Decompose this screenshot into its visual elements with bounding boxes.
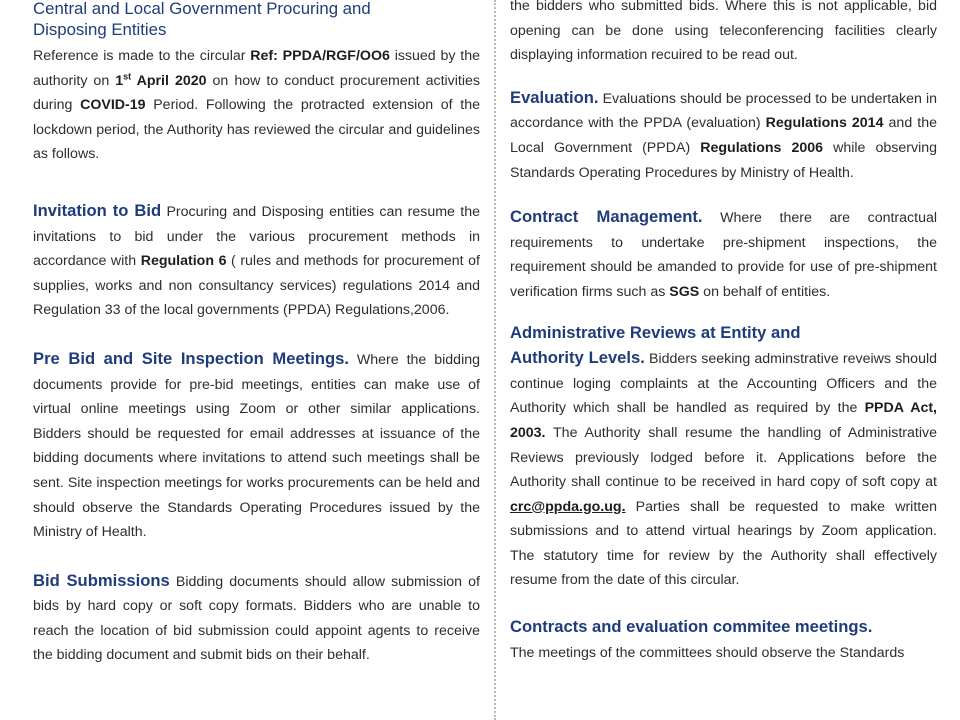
ppda-act: PPDA Act, 2003. [510,400,937,441]
spacer [510,185,937,205]
title-line-1: Central and Local Government Procuring and [33,0,371,18]
circular-reference: Ref: PPDA/RGF/OO6 [250,48,390,64]
admin-text-3: Parties shall be requested to make written submissions and to attend virtual hearings by Zoom application. The statutory time for review by the Authority shall effectively resume from the date of this circular. [510,498,937,589]
evaluation-heading: Evaluation. [510,87,599,107]
spacer [510,68,937,86]
intro-text-4: Period. Following the protracted extension of the lockdown period, the Authority has reviewed the circular and guidelines as follows. [33,97,480,163]
prebid-text: Where the bidding documents provide for pre-bid meetings, entities can make use of virtual online meetings using Zoom or other similar applications. Bidders should be requested for email addresses at issuance of the bidding documents where invitations to attend such meetings shall be sent. Site inspection meetings for works procurements can be held and should observe the Standards Operating Procedures issued by the Ministry of Health. [33,351,480,541]
right-column [510,0,937,720]
committee-heading: Contracts and evaluation commitee meetings. [510,617,873,637]
committee-section [510,615,937,665]
spacer [33,191,480,199]
intro-text-2: issued by the authority on [33,48,480,89]
intro-text-3: on how to conduct procurement activities during [33,72,480,114]
evaluation-text-1: Evaluations should be processed to be undertaken in accordance with the PPDA (evaluation) [510,90,937,132]
invitation-section [33,199,480,323]
evaluation-text-2: and the Local Government (PPDA) [510,115,937,156]
submissions-section [33,569,480,668]
invitation-text-1: Procuring and Disposing entities can resume the invitations to bid under the various procurement methods in accordance with [33,203,480,270]
committee-text: The meetings of the committees should observe the Standards [510,644,905,661]
sgs-term: SGS [669,283,700,300]
contract-text-2: on behalf of entities. [699,283,831,300]
evaluation-section [510,86,937,185]
date-day: 1 [115,72,124,89]
regulations-2006: Regulations 2006 [700,139,824,156]
spacer [33,323,480,347]
spacer [510,593,937,615]
submissions-heading: Bid Submissions [33,570,170,590]
date-rest: April 2020 [131,72,207,89]
column-divider [494,0,498,720]
admin-text-2: The Authority shall resume the handling of Administrative Reviews previously lodged before it. Applications before the Authority shall continue to be received in hard copy of soft copy at [510,424,937,491]
bid-opening-continuation: the bidders who submitted bids. Where this is not applicable, bid opening can be done using teleconferencing facilities clearly displaying information recuired to be read out. [510,0,937,64]
circular-date [115,70,207,89]
covid-term: COVID-19 [80,97,146,114]
regulations-2014: Regulations 2014 [765,115,884,132]
intro-text-1: Reference is made to the circular [33,48,251,64]
submissions-text: Bidding documents should allow submission of bids by hard copy or soft copy formats. Bidders who are unable to reach the location of bid submission could appoint agents to receive the bidding document and submit bids on their behalf. [33,573,480,664]
title-line-2: Disposing Entities [33,20,167,39]
date-suffix: st [123,70,132,81]
admin-heading-line-1: Administrative Reviews at Entity and [510,322,801,342]
invitation-text-2: ( rules and methods for procurement of supplies, works and non consultancy services) regulations 2014 and Regulation 33 of the local governments (PPDA) Regulations,2006. [33,253,480,319]
regulation-6: Regulation 6 [140,253,227,270]
document-title [33,0,480,40]
invitation-heading: Invitation to Bid [33,200,162,220]
evaluation-text-3: while observing Standards Operating Procedures by Ministry of Health. [510,139,937,181]
admin-text-1: Bidders seeking adminstrative reveiws should continue loging complaints at the Accounting Officers and the Authority which shall be handled as required by the [510,351,937,417]
contract-section [510,205,937,304]
spacer [33,545,480,569]
admin-section [510,321,937,594]
spacer [33,167,480,191]
intro-paragraph [33,44,480,167]
prebid-section [33,347,480,545]
contract-text-1: Where there are contractual requirements to undertake pre-shipment inspections, the requirement should be amanded to provide for use of pre-shipment verification firms such as [510,210,937,300]
left-column [33,0,480,720]
spacer [510,305,937,321]
admin-heading-line-2: Authority Levels. [510,348,645,368]
email-link[interactable]: crc@ppda.go.ug. [510,498,626,515]
contract-heading: Contract Management. [510,207,703,227]
prebid-heading: Pre Bid and Site Inspection Meetings. [33,348,349,368]
